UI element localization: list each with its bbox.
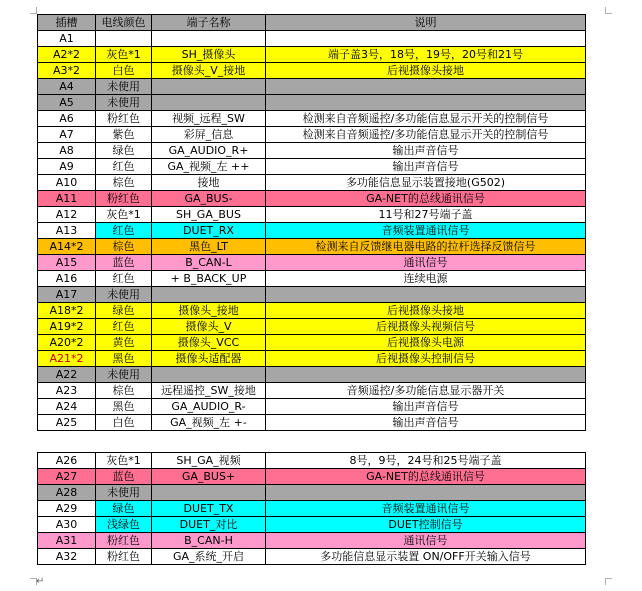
cell-terminal-name: 摄像头_VCC [152, 335, 266, 351]
cell-terminal-name: 黑色_LT [152, 239, 266, 255]
corner-mark-top-left [30, 7, 37, 14]
cell-description: 检测来自音频遥控/多功能信息显示开关的控制信号 [266, 111, 586, 127]
table-row [38, 175, 586, 191]
cell-wire-color: 未使用 [96, 367, 152, 383]
cell-terminal-name: SH_GA_BUS [152, 207, 266, 223]
cell-terminal-name: GA_视频_左 ++ [152, 159, 266, 175]
table-row [38, 47, 586, 63]
table-row [38, 319, 586, 335]
cell-terminal-name: SH_GA_视频 [152, 453, 266, 469]
header-wire-color: 电线颜色 [96, 15, 152, 31]
cell-slot: A4 [38, 79, 96, 95]
table-row [38, 415, 586, 431]
cell-slot: A29 [38, 501, 96, 517]
cell-wire-color: 未使用 [96, 95, 152, 111]
cell-slot: A26 [38, 453, 96, 469]
cell-slot: A9 [38, 159, 96, 175]
cell-wire-color: 未使用 [96, 485, 152, 501]
cell-description: GA-NET的总线通讯信号 [266, 191, 586, 207]
cell-description: 通讯信号 [266, 255, 586, 271]
cell-description [266, 367, 586, 383]
cell-wire-color: 棕色 [96, 175, 152, 191]
cell-slot: A24 [38, 399, 96, 415]
cell-wire-color: 黑色 [96, 399, 152, 415]
table-row [38, 95, 586, 111]
cell-wire-color: 未使用 [96, 79, 152, 95]
cell-terminal-name: GA_BUS- [152, 191, 266, 207]
cell-slot: A15 [38, 255, 96, 271]
cell-slot: A21*2 [38, 351, 96, 367]
table-row [38, 239, 586, 255]
table-body-top [38, 31, 586, 431]
cell-description [266, 31, 586, 47]
corner-mark-bottom-right [605, 578, 612, 585]
table-row [38, 111, 586, 127]
cell-terminal-name: GA_系统_开启 [152, 549, 266, 565]
table-row [38, 469, 586, 485]
cell-terminal-name: B_CAN-H [152, 533, 266, 549]
table-row [38, 287, 586, 303]
table-row [38, 367, 586, 383]
cell-slot: A16 [38, 271, 96, 287]
cell-slot: A10 [38, 175, 96, 191]
cell-slot: A13 [38, 223, 96, 239]
cell-description: 端子盖3号，18号，19号，20号和21号 [266, 47, 586, 63]
table-row [38, 383, 586, 399]
cell-terminal-name: + B_BACK_UP [152, 271, 266, 287]
cell-wire-color: 紫色 [96, 127, 152, 143]
cell-terminal-name [152, 367, 266, 383]
cell-terminal-name: GA_AUDIO_R+ [152, 143, 266, 159]
table-row [38, 255, 586, 271]
cell-description: 音频装置通讯信号 [266, 223, 586, 239]
cell-description: GA-NET的总线通讯信号 [266, 469, 586, 485]
cell-terminal-name: GA_BUS+ [152, 469, 266, 485]
cell-slot: A22 [38, 367, 96, 383]
table-row [38, 127, 586, 143]
cell-description: 后视摄像头控制信号 [266, 351, 586, 367]
cell-slot: A28 [38, 485, 96, 501]
cell-terminal-name: GA_AUDIO_R- [152, 399, 266, 415]
cell-wire-color: 绿色 [96, 143, 152, 159]
cell-description [266, 287, 586, 303]
cell-description: 输出声音信号 [266, 143, 586, 159]
cell-wire-color: 未使用 [96, 287, 152, 303]
pin-table-top [37, 14, 586, 431]
cell-terminal-name: 摄像头_接地 [152, 303, 266, 319]
table-row [38, 223, 586, 239]
table-row [38, 303, 586, 319]
cell-terminal-name [152, 287, 266, 303]
cell-slot: A17 [38, 287, 96, 303]
header-terminal-name: 端子名称 [152, 15, 266, 31]
cell-terminal-name: SH_摄像头 [152, 47, 266, 63]
cell-wire-color: 黑色 [96, 351, 152, 367]
cell-terminal-name [152, 95, 266, 111]
table-row [38, 399, 586, 415]
cell-description: 检测来自反馈继电器电路的拉杆选择反馈信号 [266, 239, 586, 255]
header-description: 说明 [266, 15, 586, 31]
table-row [38, 517, 586, 533]
corner-mark-top-right [605, 7, 612, 14]
cell-wire-color: 红色 [96, 271, 152, 287]
cell-terminal-name: B_CAN-L [152, 255, 266, 271]
cell-description: 后视摄像头接地 [266, 303, 586, 319]
table-row [38, 533, 586, 549]
cell-terminal-name: 视频_远程_SW [152, 111, 266, 127]
cell-wire-color: 黄色 [96, 335, 152, 351]
cell-description: 输出声音信号 [266, 159, 586, 175]
cell-description: 检测来自音频遥控/多功能信息显示开关的控制信号 [266, 127, 586, 143]
cell-wire-color: 灰色*1 [96, 453, 152, 469]
table-row [38, 271, 586, 287]
table-row [38, 207, 586, 223]
cell-slot: A5 [38, 95, 96, 111]
cell-wire-color: 蓝色 [96, 469, 152, 485]
table-row [38, 79, 586, 95]
table-row [38, 143, 586, 159]
cell-description: 连续电源 [266, 271, 586, 287]
table-row [38, 335, 586, 351]
paragraph-mark: ↵ [36, 576, 45, 587]
table-row [38, 351, 586, 367]
cell-slot: A27 [38, 469, 96, 485]
cell-wire-color: 绿色 [96, 303, 152, 319]
cell-wire-color: 白色 [96, 415, 152, 431]
cell-slot: A25 [38, 415, 96, 431]
cell-wire-color: 粉红色 [96, 533, 152, 549]
cell-description: 输出声音信号 [266, 415, 586, 431]
cell-terminal-name: GA_视频_左 +- [152, 415, 266, 431]
cell-slot: A30 [38, 517, 96, 533]
cell-terminal-name: 摄像头_V [152, 319, 266, 335]
cell-slot: A19*2 [38, 319, 96, 335]
table-row [38, 31, 586, 47]
header-slot: 插槽 [38, 15, 96, 31]
cell-wire-color: 粉红色 [96, 191, 152, 207]
cell-wire-color: 红色 [96, 319, 152, 335]
cell-description: DUET控制信号 [266, 517, 586, 533]
cell-slot: A3*2 [38, 63, 96, 79]
cell-description: 输出声音信号 [266, 399, 586, 415]
cell-description: 后视摄像头接地 [266, 63, 586, 79]
cell-wire-color: 浅绿色 [96, 517, 152, 533]
cell-description: 多功能信息显示装置接地(G502) [266, 175, 586, 191]
cell-description [266, 485, 586, 501]
table-row [38, 63, 586, 79]
cell-terminal-name: DUET_RX [152, 223, 266, 239]
cell-slot: A6 [38, 111, 96, 127]
cell-wire-color: 绿色 [96, 501, 152, 517]
cell-wire-color: 棕色 [96, 383, 152, 399]
cell-terminal-name: DUET_对比 [152, 517, 266, 533]
cell-slot: A2*2 [38, 47, 96, 63]
cell-description: 后视摄像头视频信号 [266, 319, 586, 335]
cell-wire-color: 灰色*1 [96, 207, 152, 223]
table-row [38, 485, 586, 501]
table-header-row [38, 15, 586, 31]
cell-wire-color: 粉红色 [96, 549, 152, 565]
cell-slot: A14*2 [38, 239, 96, 255]
cell-slot: A7 [38, 127, 96, 143]
cell-terminal-name [152, 485, 266, 501]
table-row [38, 453, 586, 469]
cell-terminal-name [152, 31, 266, 47]
table-body-bottom [38, 453, 586, 565]
cell-wire-color: 白色 [96, 63, 152, 79]
cell-terminal-name: 彩屏_信息 [152, 127, 266, 143]
pin-table-bottom [37, 452, 586, 565]
cell-wire-color: 蓝色 [96, 255, 152, 271]
table-row [38, 191, 586, 207]
table-row [38, 159, 586, 175]
cell-slot: A20*2 [38, 335, 96, 351]
cell-wire-color: 红色 [96, 223, 152, 239]
cell-slot: A32 [38, 549, 96, 565]
cell-description: 8号，9号，24号和25号端子盖 [266, 453, 586, 469]
cell-description: 音频遥控/多功能信息显示器开关 [266, 383, 586, 399]
cell-slot: A18*2 [38, 303, 96, 319]
cell-description [266, 79, 586, 95]
cell-slot: A8 [38, 143, 96, 159]
cell-terminal-name: DUET_TX [152, 501, 266, 517]
cell-slot: A11 [38, 191, 96, 207]
cell-slot: A23 [38, 383, 96, 399]
cell-terminal-name [152, 79, 266, 95]
cell-terminal-name: 接地 [152, 175, 266, 191]
cell-description: 后视摄像头电源 [266, 335, 586, 351]
table-row [38, 549, 586, 565]
cell-terminal-name: 远程遥控_SW_接地 [152, 383, 266, 399]
cell-wire-color: 红色 [96, 159, 152, 175]
cell-slot: A12 [38, 207, 96, 223]
cell-terminal-name: 摄像头适配器 [152, 351, 266, 367]
cell-description: 音频装置通讯信号 [266, 501, 586, 517]
cell-slot: A1 [38, 31, 96, 47]
cell-description: 通讯信号 [266, 533, 586, 549]
cell-wire-color [96, 31, 152, 47]
cell-description [266, 95, 586, 111]
cell-wire-color: 棕色 [96, 239, 152, 255]
table-row [38, 501, 586, 517]
cell-wire-color: 灰色*1 [96, 47, 152, 63]
cell-slot: A31 [38, 533, 96, 549]
cell-terminal-name: 摄像头_V_接地 [152, 63, 266, 79]
cell-description: 多功能信息显示装置 ON/OFF开关输入信号 [266, 549, 586, 565]
cell-description: 11号和27号端子盖 [266, 207, 586, 223]
cell-wire-color: 粉红色 [96, 111, 152, 127]
